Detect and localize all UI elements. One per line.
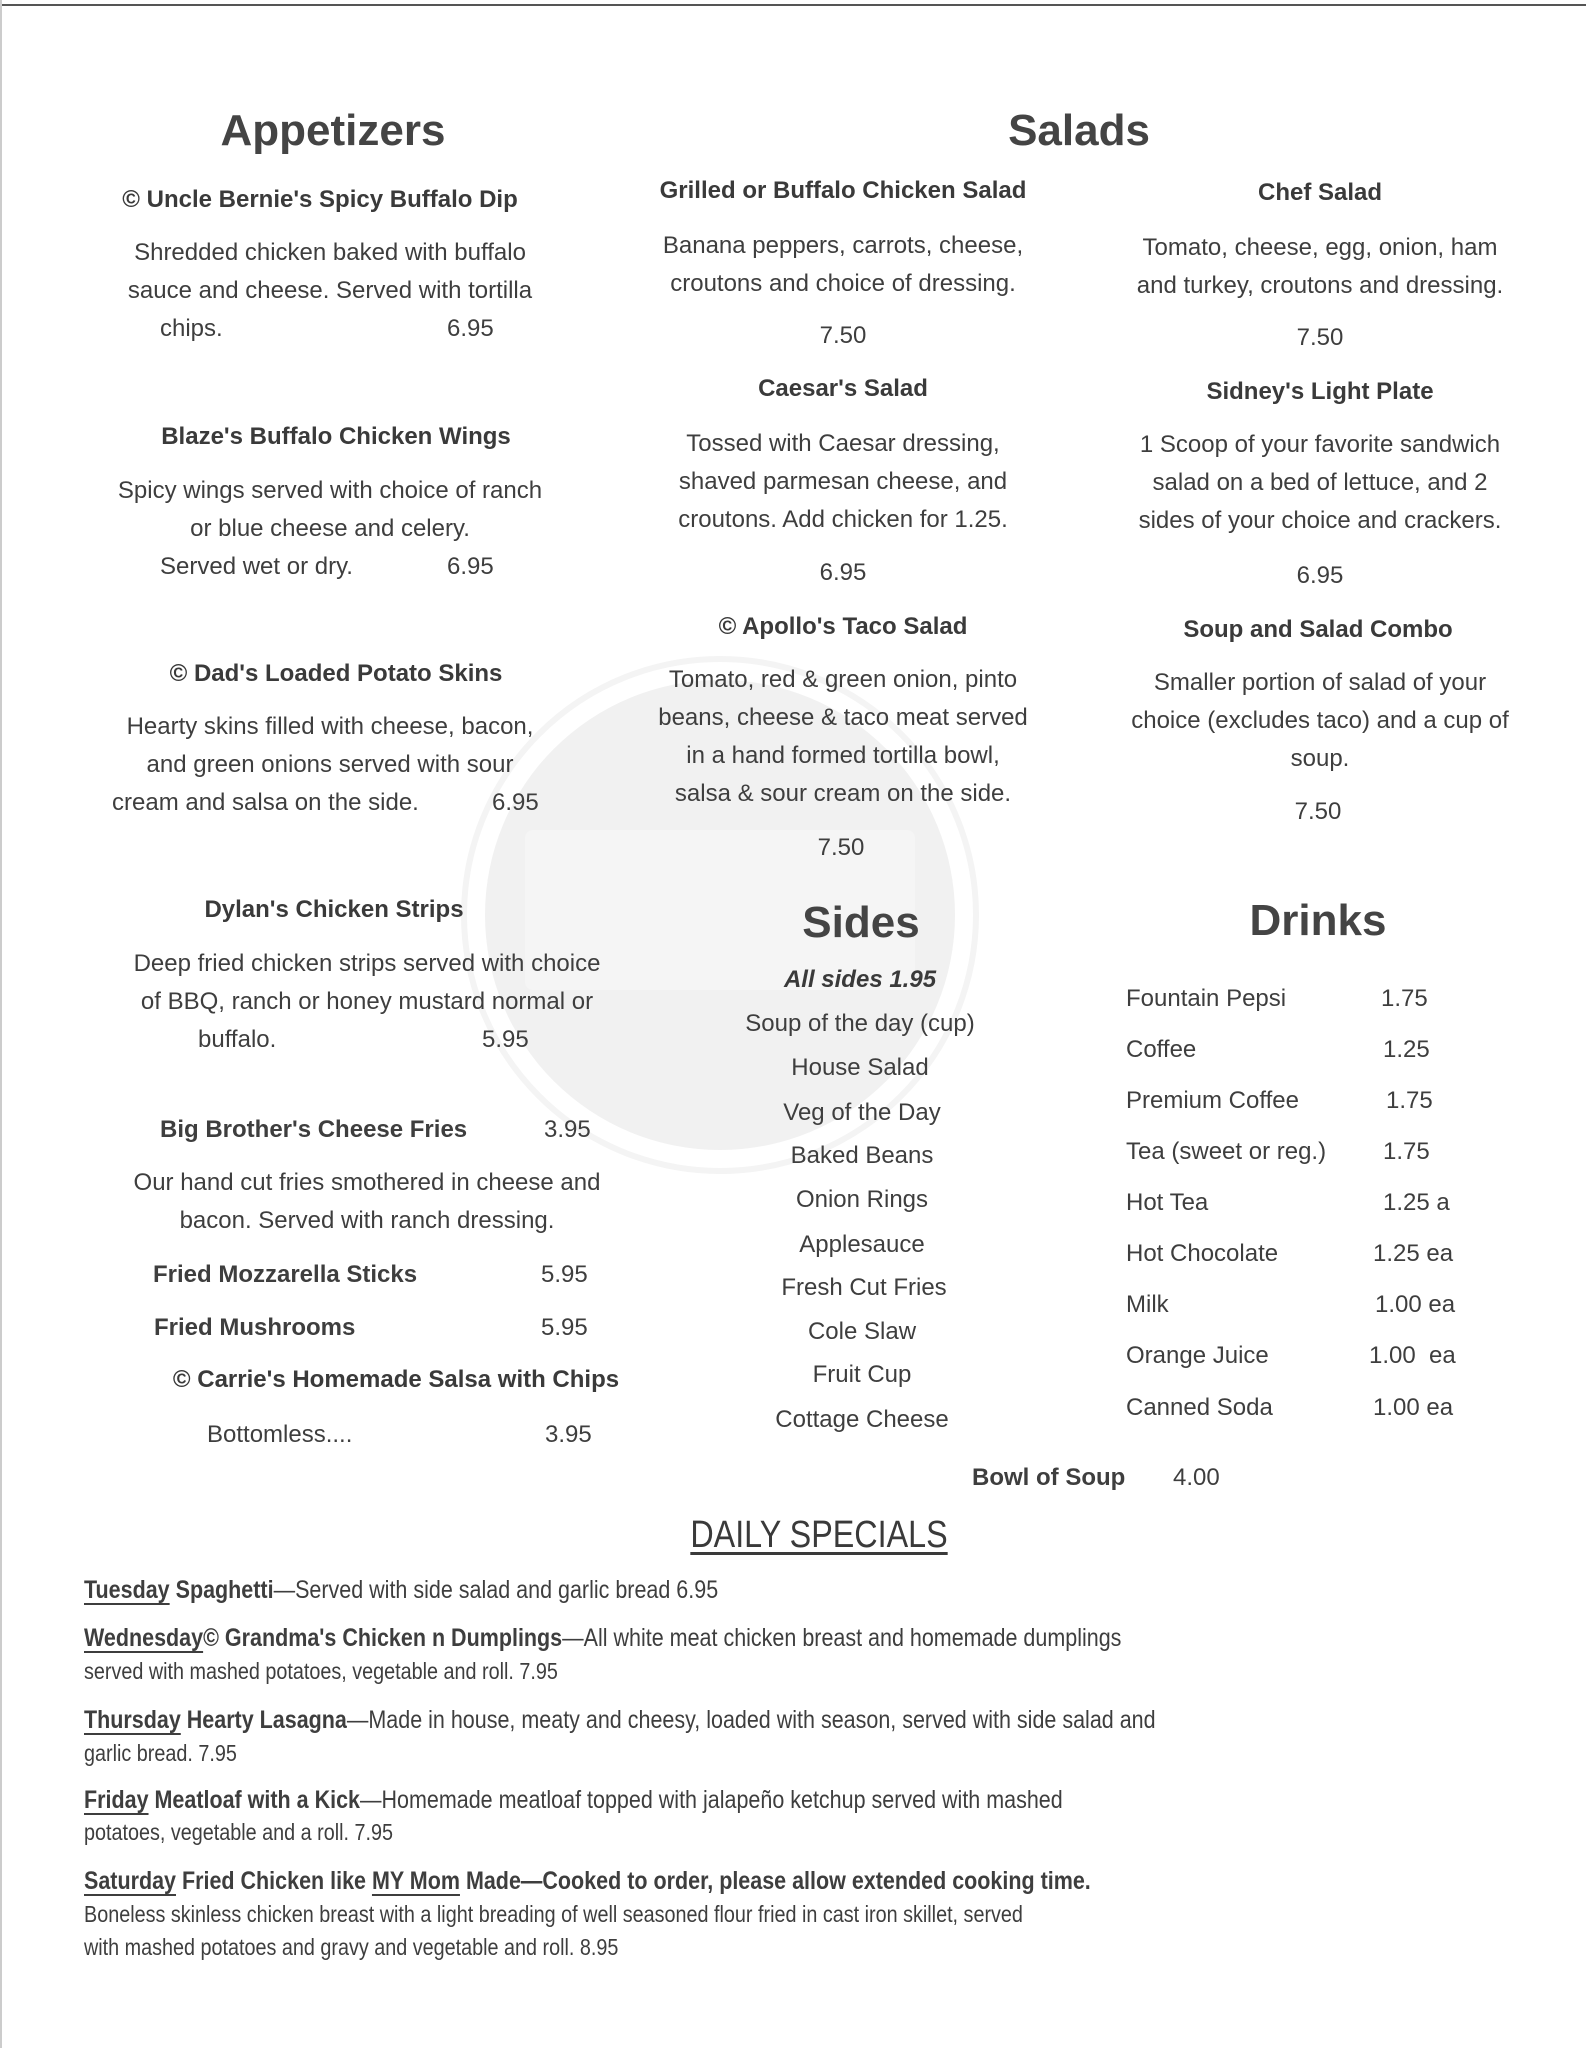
drink-name: Orange Juice — [1126, 1342, 1269, 1369]
drink-price: 1.75 — [1381, 985, 1428, 1012]
item-description: Tossed with Caesar dressing, shaved parmesan cheese, and croutons. Add chicken for 1.25. — [678, 430, 1008, 533]
item-name: Caesar's Salad — [758, 375, 928, 402]
item-description: Hearty skins filled with cheese, bacon, and green onions served with sour — [126, 713, 534, 778]
item-description: Smaller portion of salad of your choice (excludes taco) and a cup of soup. — [1131, 669, 1509, 772]
item-price: 6.95 — [819, 559, 867, 586]
item-price: 7.50 — [819, 322, 867, 349]
side-item: House Salad — [791, 1054, 929, 1081]
appetizers-heading: Appetizers — [220, 106, 446, 155]
bowl-of-soup-price: 4.00 — [1173, 1464, 1220, 1491]
item-price: 5.95 — [541, 1314, 588, 1341]
item-price: 6.95 — [447, 553, 494, 580]
drink-name: Hot Tea — [1126, 1189, 1209, 1216]
item-price: 3.95 — [544, 1116, 591, 1143]
special-thursday-cont: garlic bread. 7.95 — [84, 1740, 237, 1766]
drinks-heading: Drinks — [1249, 896, 1387, 945]
drink-name: Hot Chocolate — [1126, 1240, 1279, 1267]
item-name: Fried Mushrooms — [154, 1314, 356, 1341]
side-item: Cottage Cheese — [775, 1406, 949, 1433]
item-name: Dylan's Chicken Strips — [204, 896, 464, 923]
item-description: Served wet or dry. — [160, 553, 353, 580]
item-name: Blaze's Buffalo Chicken Wings — [161, 423, 511, 450]
special-thursday: Thursday Hearty Lasagna—Made in house, meaty and cheesy, loaded with season, served with side salad and — [84, 1706, 1156, 1734]
item-name: © Apollo's Taco Salad — [718, 613, 968, 640]
item-description: Tomato, cheese, egg, onion, ham and turkey, croutons and dressing. — [1136, 234, 1504, 299]
side-item: Onion Rings — [795, 1186, 929, 1213]
sides-heading: Sides — [802, 898, 920, 947]
item-name: © Carrie's Homemade Salsa with Chips — [172, 1366, 620, 1393]
item-name: Big Brother's Cheese Fries — [160, 1116, 468, 1143]
item-price: 6.95 — [492, 789, 539, 816]
salads-heading: Salads — [1008, 106, 1150, 155]
left-border — [0, 0, 2, 2048]
item-description: Tomato, red & green onion, pinto beans, cheese & taco meat served in a hand formed tortilla bowl, salsa & sour cream on the side. — [658, 666, 1028, 807]
item-description: chips. — [160, 315, 223, 342]
item-description: Bottomless.... — [207, 1421, 353, 1448]
item-description: 1 Scoop of your favorite sandwich salad on a bed of lettuce, and 2 sides of your choice and crackers. — [1138, 431, 1502, 534]
daily-specials-heading: DAILY SPECIALS — [690, 1514, 948, 1556]
item-price: 7.50 — [1294, 798, 1342, 825]
item-name: © Uncle Bernie's Spicy Buffalo Dip — [122, 186, 518, 213]
drink-name: Premium Coffee — [1126, 1087, 1299, 1114]
drink-price: 1.75 — [1386, 1087, 1433, 1114]
side-item: Applesauce — [799, 1231, 925, 1258]
drink-name: Canned Soda — [1126, 1394, 1273, 1421]
item-name: © Dad's Loaded Potato Skins — [169, 660, 503, 687]
drink-price: 1.25 a — [1383, 1189, 1450, 1216]
special-friday: Friday Meatloaf with a Kick—Homemade meatloaf topped with jalapeño ketchup served with mashed — [84, 1786, 1063, 1814]
item-price: 5.95 — [482, 1026, 529, 1053]
item-price: 6.95 — [447, 315, 494, 342]
drink-price: 1.00 ea — [1369, 1342, 1456, 1369]
special-tuesday: Tuesday Spaghetti—Served with side salad and garlic bread 6.95 — [84, 1576, 719, 1604]
item-description: cream and salsa on the side. — [112, 789, 419, 816]
drink-price: 1.00 ea — [1373, 1394, 1454, 1421]
special-wednesday: Wednesday© Grandma's Chicken n Dumplings—All white meat chicken breast and homemade dumplings — [84, 1624, 1122, 1652]
item-price: 5.95 — [541, 1261, 588, 1288]
drink-price: 1.25 — [1383, 1036, 1430, 1063]
item-description: Banana peppers, carrots, cheese, croutons and choice of dressing. — [662, 232, 1024, 297]
drink-name: Coffee — [1126, 1036, 1197, 1063]
drink-name: Tea (sweet or reg.) — [1126, 1138, 1327, 1165]
side-item: Soup of the day (cup) — [745, 1010, 975, 1037]
sides-price-note: All sides 1.95 — [783, 966, 937, 993]
top-border — [0, 4, 1586, 6]
drink-price: 1.25 ea — [1373, 1240, 1454, 1267]
special-saturday-cont2: with mashed potatoes and gravy and vegetable and roll. 8.95 — [84, 1934, 619, 1960]
item-name: Grilled or Buffalo Chicken Salad — [659, 177, 1027, 204]
drink-name: Fountain Pepsi — [1126, 985, 1287, 1012]
item-description: Shredded chicken baked with buffalo sauce and cheese. Served with tortilla — [127, 239, 533, 304]
special-wednesday-cont: served with mashed potatoes, vegetable and roll. 7.95 — [84, 1658, 558, 1684]
special-friday-cont: potatoes, vegetable and a roll. 7.95 — [84, 1819, 394, 1845]
bowl-of-soup-label: Bowl of Soup — [972, 1464, 1126, 1491]
side-item: Fresh Cut Fries — [781, 1274, 947, 1301]
item-name: Fried Mozzarella Sticks — [153, 1261, 418, 1288]
drink-price: 1.00 ea — [1375, 1291, 1456, 1318]
item-price: 7.50 — [817, 834, 865, 861]
side-item: Fruit Cup — [812, 1361, 912, 1388]
side-item: Baked Beans — [790, 1142, 934, 1169]
item-description: buffalo. — [198, 1026, 277, 1053]
item-price: 7.50 — [1296, 324, 1344, 351]
side-item: Cole Slaw — [807, 1318, 917, 1345]
item-description: Our hand cut fries smothered in cheese and bacon. Served with ranch dressing. — [133, 1169, 601, 1234]
drink-name: Milk — [1126, 1291, 1169, 1318]
side-item: Veg of the Day — [783, 1099, 941, 1126]
item-description: Spicy wings served with choice of ranch or blue cheese and celery. — [117, 477, 543, 542]
special-saturday-cont: Boneless skinless chicken breast with a light breading of well seasoned flour fried in cast iron skillet, served — [84, 1901, 1023, 1927]
item-name: Chef Salad — [1257, 179, 1383, 206]
item-description: Deep fried chicken strips served with choice of BBQ, ranch or honey mustard normal or — [133, 950, 601, 1015]
drink-price: 1.75 — [1383, 1138, 1430, 1165]
item-price: 6.95 — [1296, 562, 1344, 589]
item-name: Sidney's Light Plate — [1206, 378, 1434, 405]
item-price: 3.95 — [545, 1421, 592, 1448]
special-saturday: Saturday Fried Chicken like MY Mom Made—Cooked to order, please allow extended cooking time. — [84, 1867, 1091, 1895]
item-name: Soup and Salad Combo — [1183, 616, 1453, 643]
